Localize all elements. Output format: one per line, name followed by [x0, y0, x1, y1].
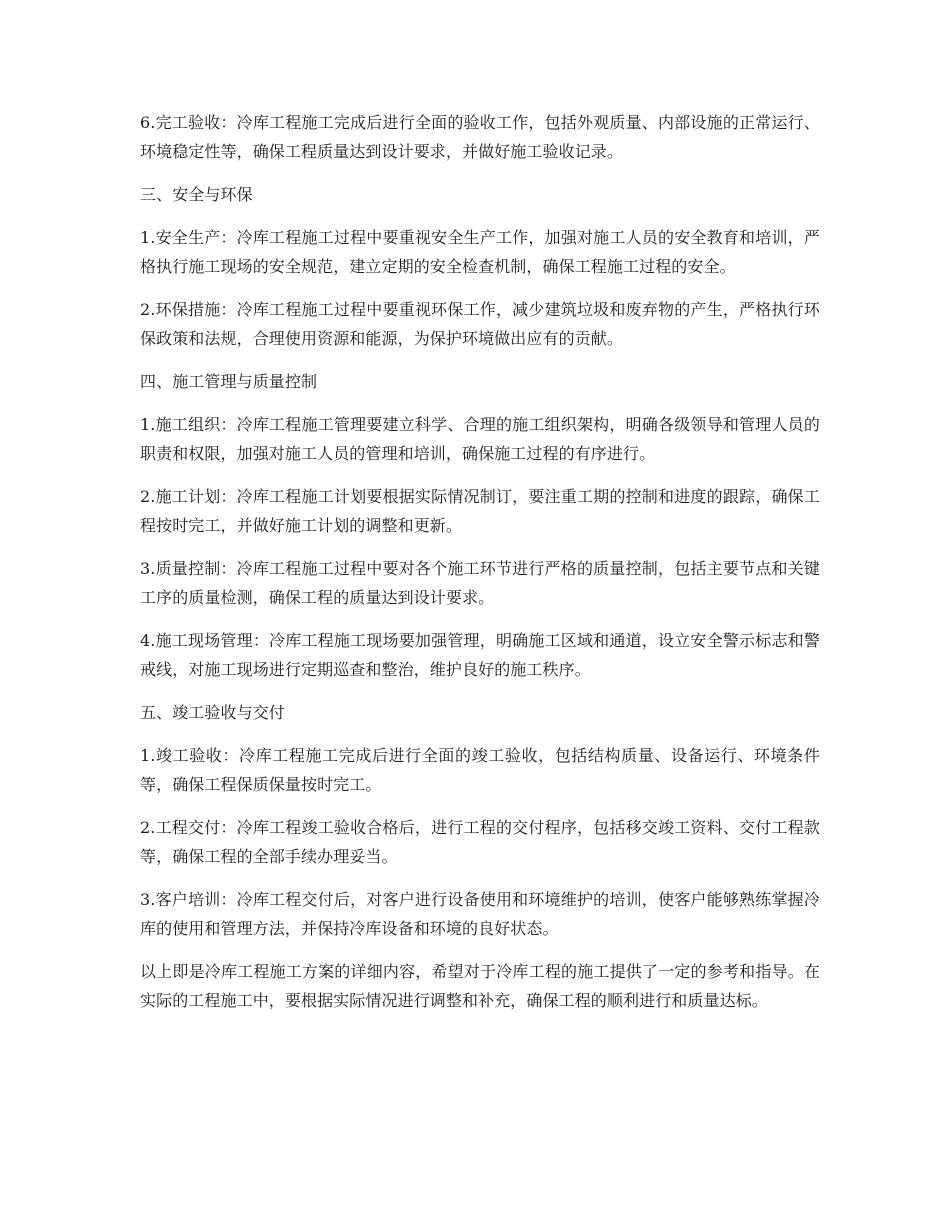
section-heading-acceptance-delivery: 五、竣工验收与交付 — [140, 703, 285, 722]
paragraph-conclusion: 以上即是冷库工程施工方案的详细内容，希望对于冷库工程的施工提供了一定的参考和指导。在实际的工程施工中，要根据实际情况进行调整和补充，确保工程的顺利进行和质量达标。 — [140, 962, 820, 1010]
paragraph-quality-control: 3.质量控制：冷库工程施工过程中要对各个施工环节进行严格的质量控制，包括主要节点和关键工序的质量检测，确保工程的质量达到设计要求。 — [140, 559, 820, 607]
paragraph-environmental-measures: 2.环保措施：冷库工程施工过程中要重视环保工作，减少建筑垃圾和废弃物的产生，严格执行环保政策和法规，合理使用资源和能源，为保护环境做出应有的贡献。 — [140, 300, 820, 348]
paragraph-construction-organization: 1.施工组织：冷库工程施工管理要建立科学、合理的施工组织架构，明确各级领导和管理人员的职责和权限，加强对施工人员的管理和培训，确保施工过程的有序进行。 — [140, 415, 820, 463]
paragraph-construction-plan: 2.施工计划：冷库工程施工计划要根据实际情况制订，要注重工期的控制和进度的跟踪，确保工程按时完工，并做好施工计划的调整和更新。 — [140, 487, 820, 535]
paragraph-project-delivery: 2.工程交付：冷库工程竣工验收合格后，进行工程的交付程序，包括移交竣工资料、交付工程款等，确保工程的全部手续办理妥当。 — [140, 818, 820, 866]
paragraph-final-acceptance: 1.竣工验收：冷库工程施工完成后进行全面的竣工验收，包括结构质量、设备运行、环境条件等，确保工程保质保量按时完工。 — [140, 746, 820, 794]
paragraph-customer-training: 3.客户培训：冷库工程交付后，对客户进行设备使用和环境维护的培训，使客户能够熟练掌握冷库的使用和管理方法，并保持冷库设备和环境的良好状态。 — [140, 890, 820, 938]
paragraph-completion-acceptance: 6.完工验收：冷库工程施工完成后进行全面的验收工作，包括外观质量、内部设施的正常运行、环境稳定性等，确保工程质量达到设计要求，并做好施工验收记录。 — [140, 113, 820, 161]
document-page — [140, 108, 820, 1029]
section-heading-safety-environment: 三、安全与环保 — [140, 185, 253, 204]
paragraph-safety-production: 1.安全生产：冷库工程施工过程中要重视安全生产工作，加强对施工人员的安全教育和培训，严格执行施工现场的安全规范，建立定期的安全检查机制，确保工程施工过程的安全。 — [140, 228, 820, 276]
paragraph-site-management: 4.施工现场管理：冷库工程施工现场要加强管理，明确施工区域和通道，设立安全警示标志和警戒线，对施工现场进行定期巡查和整治，维护良好的施工秩序。 — [140, 631, 820, 679]
section-heading-management-quality: 四、施工管理与质量控制 — [140, 372, 318, 391]
